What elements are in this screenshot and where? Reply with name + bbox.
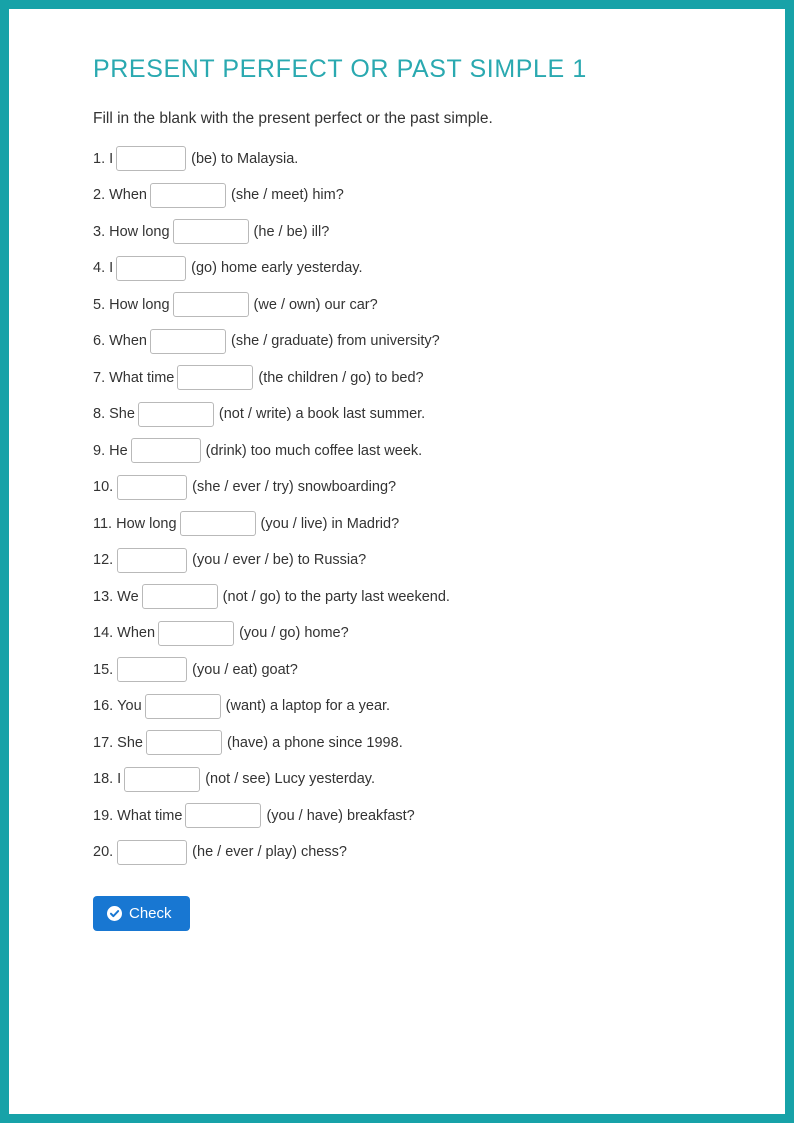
question-prefix-text: How long [109,223,170,240]
question-row [93,365,727,390]
question-row [93,219,727,244]
question-row [93,256,727,281]
question-suffix-text: (you / eat) goat? [192,661,298,678]
question-suffix-text: (he / be) ill? [253,223,330,240]
question-suffix-text: (have) a phone since 1998. [226,734,403,751]
question-prefix-text: He [109,442,128,459]
question-prefix-text: You [117,698,142,714]
question-prefix-text: I [109,150,114,167]
worksheet-sheet [9,9,785,1114]
blank-input[interactable] [117,548,187,573]
question-number: 19. [93,807,114,824]
question-prefix-text: I [117,771,122,787]
question-number: 5. [93,296,106,313]
blank-input[interactable] [116,256,186,281]
question-prefix-text: She [109,406,135,422]
question-number: 11. [93,515,113,532]
question-prefix-text: How long [116,515,177,532]
question-suffix-text: (not / go) to the party last weekend. [222,588,450,605]
question-row [93,767,727,792]
question-number: 4. [93,260,106,276]
blank-input[interactable] [180,511,256,536]
question-row [93,475,727,500]
question-row [93,730,727,755]
blank-input[interactable] [145,694,221,719]
question-row [93,402,727,427]
question-number: 15. [93,661,114,678]
question-row [93,438,727,463]
question-row [93,292,727,317]
question-number: 20. [93,844,114,860]
question-prefix-text: When [109,333,147,349]
question-prefix-text: What time [109,369,175,386]
question-suffix-text: (she / graduate) from university? [230,333,440,349]
question-number: 14. [93,625,114,641]
question-suffix-text: (he / ever / play) chess? [192,844,347,860]
question-number: 3. [93,223,106,240]
blank-input[interactable] [177,365,253,390]
question-number: 13. [93,588,114,605]
question-number: 1. [93,150,106,167]
blank-input[interactable] [150,183,226,208]
question-row [93,329,727,354]
question-prefix-text: We [117,588,139,605]
question-suffix-text: (you / have) breakfast? [266,807,415,824]
question-suffix-text: (the children / go) to bed? [258,369,424,386]
blank-input[interactable] [142,584,218,609]
question-suffix-text: (you / live) in Madrid? [260,515,400,532]
question-number: 7. [93,369,106,386]
instructions-text: Fill in the blank with the present perfect or the past simple. [93,110,493,127]
question-row [93,840,727,865]
question-number: 6. [93,333,106,349]
question-number: 10. [93,479,114,495]
question-suffix-text: (be) to Malaysia. [191,150,299,167]
question-number: 2. [93,187,106,203]
question-number: 16. [93,698,114,714]
blank-input[interactable] [158,621,234,646]
question-suffix-text: (we / own) our car? [253,296,378,313]
question-suffix-text: (you / ever / be) to Russia? [192,552,367,568]
question-number: 17. [93,734,114,751]
question-prefix-text: She [117,734,143,751]
question-prefix-text: How long [109,296,170,313]
check-button-label: Check [129,905,172,922]
page-title: PRESENT PERFECT OR PAST SIMPLE 1 [93,55,587,83]
question-row [93,511,727,536]
blank-input[interactable] [173,292,249,317]
question-suffix-text: (go) home early yesterday. [191,260,363,276]
question-list [85,146,727,865]
question-row [93,621,727,646]
question-suffix-text: (not / see) Lucy yesterday. [205,771,375,787]
check-circle-icon [107,906,122,921]
blank-input[interactable] [117,840,187,865]
blank-input[interactable] [131,438,201,463]
question-number: 9. [93,442,106,459]
question-suffix-text: (want) a laptop for a year. [225,698,391,714]
question-row [93,694,727,719]
blank-input[interactable] [117,475,187,500]
blank-input[interactable] [150,329,226,354]
question-suffix-text: (she / meet) him? [230,187,344,203]
question-row [93,803,727,828]
question-row [93,584,727,609]
blank-input[interactable] [116,146,186,171]
blank-input[interactable] [146,730,222,755]
question-suffix-text: (she / ever / try) snowboarding? [192,479,397,495]
blank-input[interactable] [138,402,214,427]
blank-input[interactable] [173,219,249,244]
question-suffix-text: (drink) too much coffee last week. [205,442,423,459]
question-suffix-text: (not / write) a book last summer. [218,406,426,422]
question-number: 18. [93,771,114,787]
question-row [93,146,727,171]
question-row [93,183,727,208]
question-number: 8. [93,406,106,422]
question-row [93,657,727,682]
question-prefix-text: What time [117,807,183,824]
question-prefix-text: When [109,187,147,203]
question-prefix-text: I [109,260,114,276]
blank-input[interactable] [117,657,187,682]
question-prefix-text: When [117,625,156,641]
question-row [93,548,727,573]
blank-input[interactable] [185,803,261,828]
question-suffix-text: (you / go) home? [239,625,349,641]
check-button[interactable] [93,896,190,931]
question-number: 12. [93,552,114,568]
blank-input[interactable] [124,767,200,792]
